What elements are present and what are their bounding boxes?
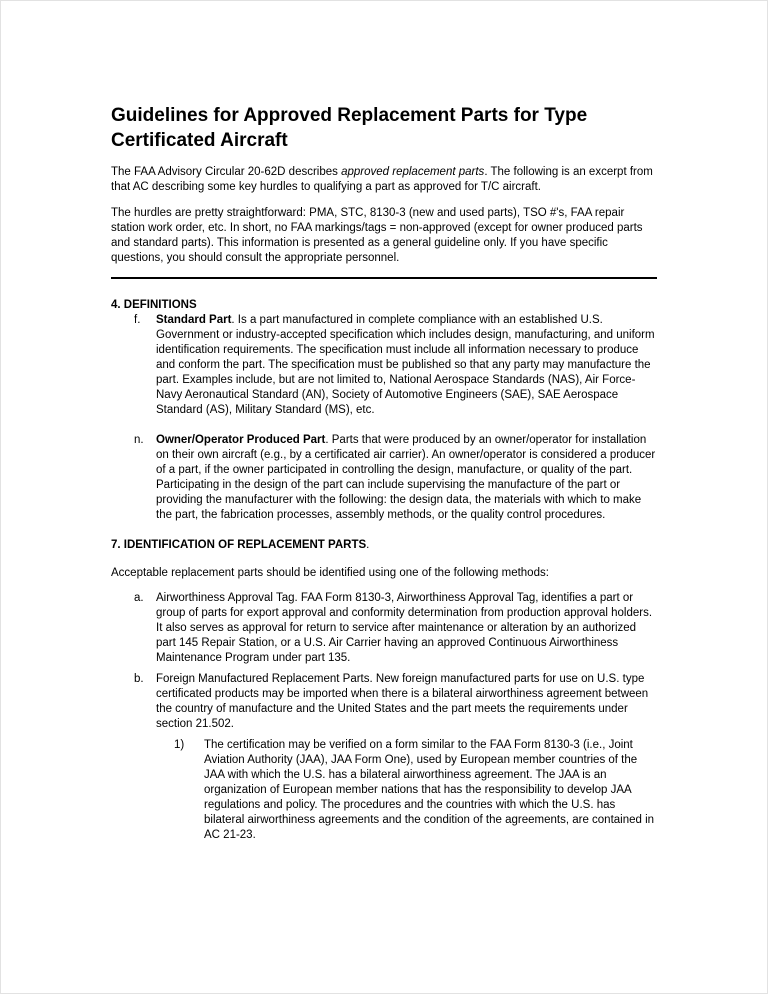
intro-p1-text-b: . The following is an excerpt from that AC describing some key hurdles to qualifying a part as approved for T/C aircraft.	[111, 166, 653, 193]
intro-paragraph-2: The hurdles are pretty straightforward: PMA, STC, 8130-3 (new and used parts), TSO #'s, FAA repair station work order, etc. In short, no FAA markings/tags = non-approved (except for owner produced parts and standard parts). This information is presented as a general guideline only. If you have specific questions, you should consult the appropriate personnel.	[111, 207, 643, 264]
identification-intro: Acceptable replacement parts should be identified using one of the following methods:	[111, 567, 549, 579]
definition-item-n-text	[156, 433, 657, 523]
identification-heading	[111, 538, 657, 553]
definition-item-n-term: Owner/Operator Produced Part	[156, 434, 326, 446]
intro-paragraph-1	[111, 165, 657, 195]
section-divider	[111, 277, 657, 279]
identification-heading-period: .	[366, 539, 370, 551]
identification-item-a-label: a.	[134, 592, 144, 604]
identification-item-b-label: b.	[134, 673, 144, 685]
document-title: Guidelines for Approved Replacement Parts for Type Certificated Aircraft	[111, 105, 588, 151]
identification-subitem-1	[156, 738, 657, 843]
definition-item-f-term: Standard Part	[156, 314, 232, 326]
identification-item-a-body: Airworthiness Approval Tag. FAA Form 8130-3, Airworthiness Approval Tag, identifies a part or group of parts for export approval and conformity determination from production approval holders. It also serves as approval for return to service after maintenance or alteration by an authorized part 145 Repair Station, or a U.S. Air Carrier having an approved Continuous Airworthiness Maintenance Program under part 135.	[156, 592, 653, 664]
intro-p1-text-a: The FAA Advisory Circular 20-62D describes	[111, 166, 342, 178]
intro-p1-italic-phrase: approved replacement parts	[341, 166, 485, 178]
definitions-heading: 4. DEFINITIONS	[111, 299, 197, 311]
identification-item-a	[111, 591, 657, 666]
definition-item-n	[111, 433, 657, 523]
identification-heading-bold: 7. IDENTIFICATION OF REPLACEMENT PARTS	[111, 539, 367, 551]
definition-item-f	[111, 313, 657, 418]
identification-item-a-text	[156, 591, 657, 666]
identification-item-b	[111, 672, 657, 843]
definition-item-f-label: f.	[134, 314, 141, 326]
definition-item-n-label: n.	[134, 434, 144, 446]
definition-item-f-body: . Is a part manufactured in complete compliance with an established U.S. Government or industry-accepted specification which includes design, manufacturing, and uniform identification requirements. The specification must include all information necessary to produce and conform the part. The specification must be published so that any party may manufacture the part. Examples include, but are not limited to, National Aerospace Standards (NAS), Air Force-Navy Aeronautical Standard (AN), Society of Automotive Engineers (SAE), SAE Aerospace Standard (AS), Military Standard (MS), etc.	[156, 314, 655, 416]
identification-subitem-1-label: 1)	[174, 739, 185, 751]
identification-item-b-text	[156, 672, 657, 843]
identification-item-b-body: Foreign Manufactured Replacement Parts. New foreign manufactured parts for use on U.S. type certificated products may be imported when there is a bilateral airworthiness agreement between the country of manufacture and the United States and the part meets the requirements under section 21.502.	[156, 673, 649, 730]
definition-item-f-text	[156, 313, 657, 418]
identification-subitem-1-text: The certification may be verified on a form similar to the FAA Form 8130-3 (i.e., Joint Aviation Authority (JAA), JAA Form One), used by European member countries of the JAA with which the U.S. has a bilateral airworthiness agreement. The JAA is an organization of European member nations that has the responsibility to develop JAA regulations and policy. The procedures and the countries with which the U.S. has bilateral airworthiness agreements and the condition of the agreements, are contained in AC 21-23.	[204, 739, 655, 841]
definition-item-n-body: . Parts that were produced by an owner/operator for installation on their own aircraft (e.g., by a certificated air carrier). An owner/operator is considered a producer of a part, if the owner participated in controlling the design, manufacture, or quality of the part. Participating in the design of the part can include supervising the manufacture of the part or providing the manufacturer with the following: the design data, the materials with which to make the part, the fabrication processes, assembly methods, or the quality control procedures.	[156, 434, 656, 521]
